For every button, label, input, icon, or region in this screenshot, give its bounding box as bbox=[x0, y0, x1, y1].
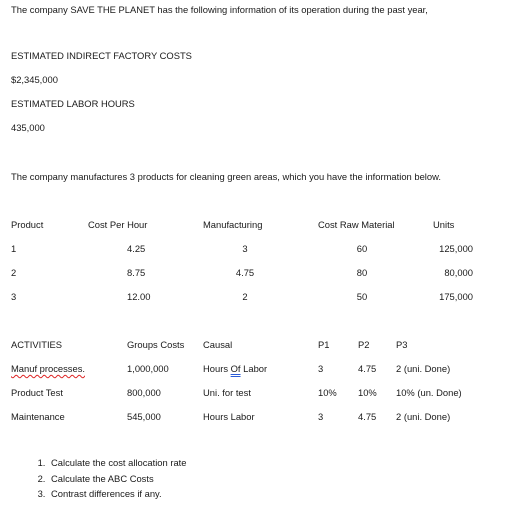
header-p3: P3 bbox=[396, 339, 408, 350]
activity-cell: Product Test bbox=[11, 387, 63, 398]
products-intro-text: The company manufactures 3 products for cleaning green areas, which you have the information below. bbox=[11, 171, 441, 182]
task-list bbox=[30, 455, 187, 502]
manufacturing-cell: 2 bbox=[242, 291, 248, 302]
header-units: Units bbox=[433, 219, 455, 230]
header-p1: P1 bbox=[318, 339, 330, 350]
indirect-costs-value: $2,345,000 bbox=[11, 74, 58, 85]
labor-hours-label: ESTIMATED LABOR HOURS bbox=[11, 98, 135, 109]
cost-raw-material-cell: 60 bbox=[356, 243, 368, 254]
header-activities: ACTIVITIES bbox=[11, 339, 63, 350]
header-groups-costs: Groups Costs bbox=[127, 339, 185, 350]
p3-cell: 2 (uni. Done) bbox=[396, 411, 451, 422]
causal-text: Labor bbox=[240, 363, 268, 374]
causal-of-word: Of bbox=[230, 363, 241, 374]
p1-cell: 10% bbox=[318, 387, 337, 398]
product-cell: 1 bbox=[11, 243, 17, 254]
causal-cell: Uni. for test bbox=[203, 387, 251, 398]
p2-cell: 10% bbox=[358, 387, 377, 398]
p1-cell: 3 bbox=[318, 411, 324, 422]
units-cell: 80,000 bbox=[444, 267, 473, 278]
header-cost-per-hour: Cost Per Hour bbox=[88, 219, 148, 230]
p3-cell: 2 (uni. Done) bbox=[396, 363, 451, 374]
manufacturing-cell: 3 bbox=[242, 243, 248, 254]
task-item: 2. Calculate the ABC Costs bbox=[48, 471, 187, 487]
header-p2: P2 bbox=[358, 339, 370, 350]
manufacturing-cell: 4.75 bbox=[235, 267, 255, 278]
cost-raw-material-cell: 80 bbox=[356, 267, 368, 278]
header-causal: Causal bbox=[203, 339, 233, 350]
units-cell: 125,000 bbox=[439, 243, 473, 254]
task-item: 1. Calculate the cost allocation rate bbox=[48, 455, 187, 471]
activity-cell: Maintenance bbox=[11, 411, 65, 422]
p2-cell: 4.75 bbox=[358, 411, 377, 422]
p1-cell: 3 bbox=[318, 363, 324, 374]
causal-cell bbox=[203, 363, 267, 375]
causal-text: Hours bbox=[203, 363, 231, 374]
groups-cost-cell: 1,000,000 bbox=[127, 363, 169, 374]
indirect-costs-label: ESTIMATED INDIRECT FACTORY COSTS bbox=[11, 50, 192, 61]
header-cost-raw-material: Cost Raw Material bbox=[318, 219, 395, 230]
p2-cell: 4.75 bbox=[358, 363, 377, 374]
intro-text: The company SAVE THE PLANET has the following information of its operation during the past year, bbox=[11, 4, 428, 15]
header-product: Product bbox=[11, 219, 44, 230]
cost-per-hour-cell: 8.75 bbox=[127, 267, 146, 278]
p3-cell: 10% (un. Done) bbox=[396, 387, 462, 398]
labor-hours-value: 435,000 bbox=[11, 122, 45, 133]
cost-raw-material-cell: 50 bbox=[356, 291, 368, 302]
cost-per-hour-cell: 12.00 bbox=[127, 291, 151, 302]
header-manufacturing: Manufacturing bbox=[203, 219, 263, 230]
groups-cost-cell: 800,000 bbox=[127, 387, 161, 398]
units-cell: 175,000 bbox=[439, 291, 473, 302]
task-item: 3. Contrast differences if any. bbox=[48, 486, 187, 502]
activity-cell: Manuf processes. bbox=[11, 363, 85, 374]
groups-cost-cell: 545,000 bbox=[127, 411, 161, 422]
product-cell: 2 bbox=[11, 267, 17, 278]
cost-per-hour-cell: 4.25 bbox=[127, 243, 146, 254]
causal-cell: Hours Labor bbox=[203, 411, 255, 422]
product-cell: 3 bbox=[11, 291, 17, 302]
